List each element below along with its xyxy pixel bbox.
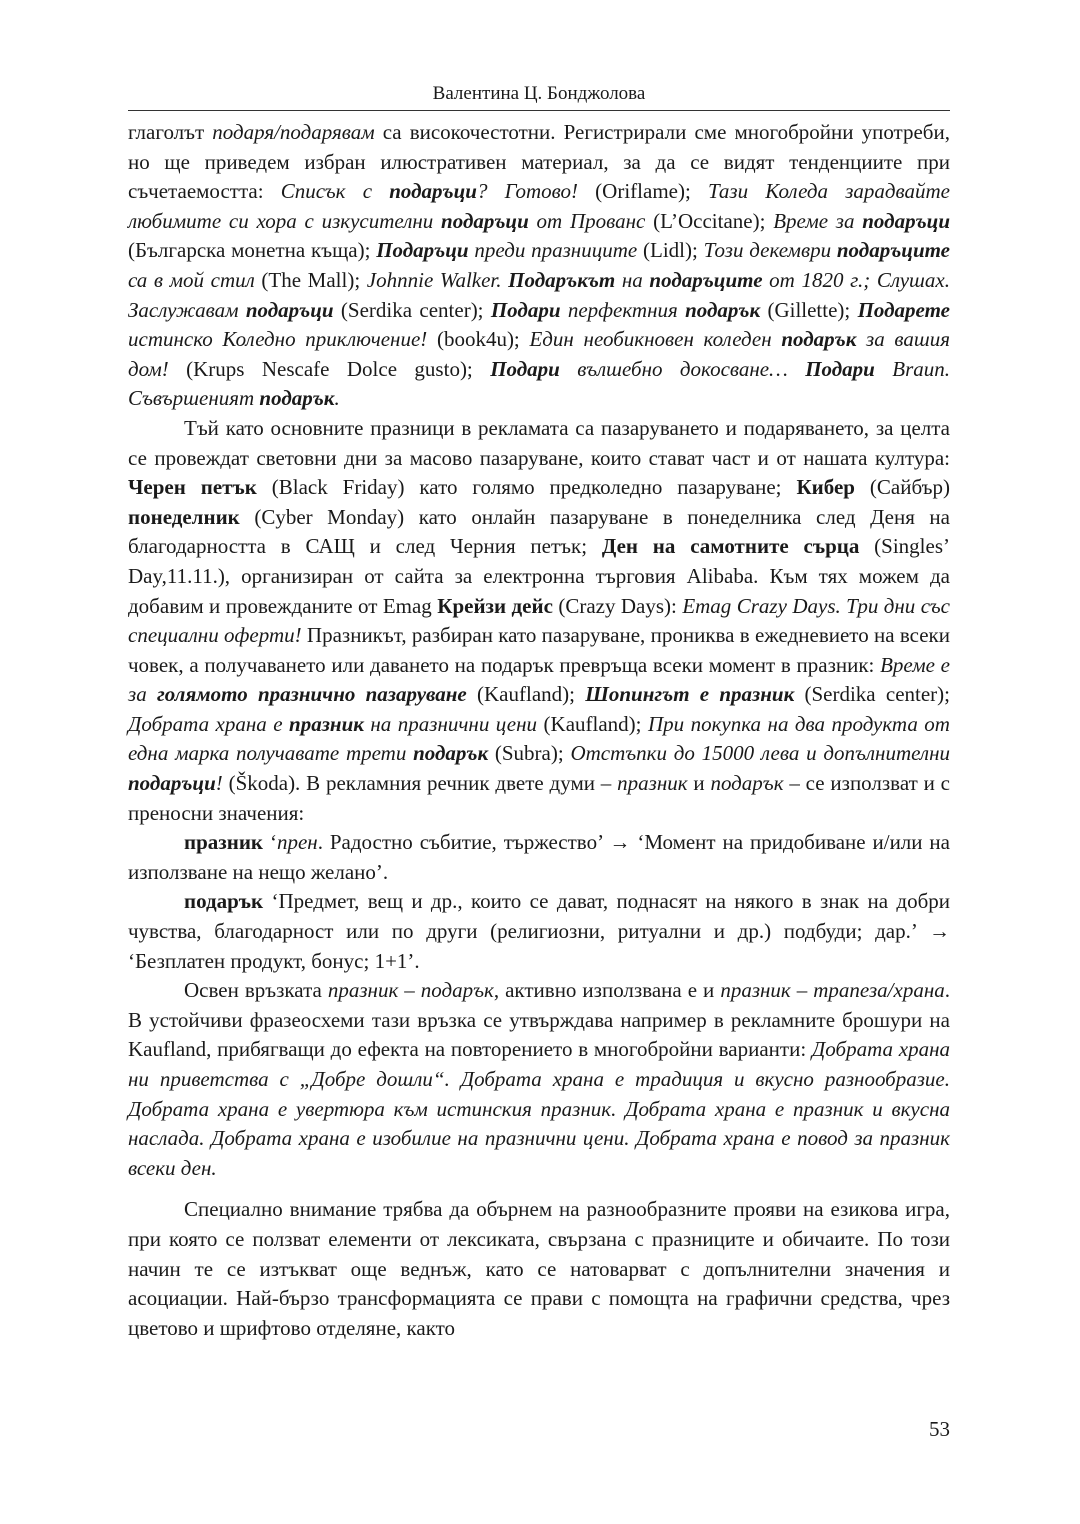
text-run: подарък [259,386,335,411]
text-run: празник [617,771,688,796]
text-run: – се използват и с преносни значения: [128,771,950,825]
text-run: празник – подарък [327,978,494,1003]
text-run: (Crazy Days): [552,593,683,618]
body-text [128,118,950,1343]
text-run: . Радостно събитие, тържество’ → ‘Момент на придобиване и/или на използване на нещо желано’. [128,830,950,884]
text-run: Подаръци [376,238,469,263]
text-run: Един необикновен коледен [529,327,782,352]
text-run: Освен връзката [184,978,328,1003]
text-run: (Lidl); [637,238,704,263]
text-run: голямото празнично пазаруване [156,682,467,707]
text-run: (Serdika center); [794,682,950,707]
text-run: прен [276,830,318,855]
text-run: празник [184,830,264,855]
text-run: (L’Occitane); [645,208,774,233]
text-run: подаръци [128,771,216,796]
text-run: Добрата храна ни приветства с „Добре дошли“. Добрата храна е традиция и вкусно разнообразие. Добрата храна е увертюра към истинския празник. Добрата храна е празник и вкусна наслада. Добрата храна е изобилие на празнични цени. Добрата храна е повод за празник всеки ден. [128,1037,950,1180]
text-run: ! [215,771,223,796]
text-run: истинско Коледно приключение! [128,327,428,352]
paragraph-1 [128,118,950,414]
text-run: Тъй като основните празници в рекламата са пазаруването и подаряването, за целта се провеждат световни дни за масово пазаруване, които стават част и от нашата култура: [128,415,950,470]
text-run: понеделник [128,504,240,529]
text-run: подарък [184,889,264,914]
text-run: (Българска монетна къща); [128,238,377,263]
text-run: са високочестотни. Регистрирали сме многобройни употреби, но ще приведем избран илюстративен материал, за да се видят тенденциите при съчетаемостта: [128,120,950,204]
text-run: Отстъпки до 15000 лева и допълнителни [570,741,950,766]
text-run: подаръци [862,208,950,233]
text-run: (book4u); [427,327,530,352]
text-run: (Kaufland); [466,682,586,707]
text-run: (Cyber Monday) като онлайн пазаруване в понеделника след Деня на благодарността в САЩ и след Черния петък; [128,504,950,559]
text-run: ‘ [263,830,277,855]
text-run: Johnnie Walker. [366,267,509,292]
text-run: подаря/подарявам [212,120,375,144]
text-run: Подари [490,356,560,381]
text-run: от Прованс [528,208,646,233]
text-run: Тази Коледа зарадвайте любимите си хора с изкусителни [128,179,950,233]
text-run: (Škoda). В рекламния речник двете думи – [222,771,618,796]
text-run: Черен петък [128,475,257,500]
text-run: ‘Предмет, вещ и др., които се дават, поднасят на някого в знак на добри чувства, благодарност или по други (религиозни, ритуални и др.) подбуди; дар.’ → ‘Безплатен продукт, бонус; 1+1’. [128,889,950,973]
paragraph-definition-praznik [128,828,950,887]
text-run: Подарете [857,297,950,322]
text-run: Добрата храна е [128,711,290,736]
text-run: на празнични цени [363,711,538,736]
text-run: подаръци [389,179,477,204]
text-run: подаръци [245,297,334,322]
text-run: (Black Friday) като голямо предколедно пазаруване; [256,475,797,500]
text-run: за вашия дом! [128,327,951,381]
header-rule [128,110,950,111]
text-run: (Kaufland); [537,711,648,736]
paragraph-3 [128,976,950,1183]
text-run: Подари [805,356,875,381]
text-run: . В устойчиви фразеосхеми тази връзка се утвърждава например в рекламните брошури на Kaufland, прибягващи до ефекта на повторението в многобройни варианти: [128,978,950,1062]
paragraph-4 [128,1195,950,1343]
text-run: Кибер [796,475,855,500]
text-run: Време за [773,208,863,233]
text-run: подарък [781,327,857,352]
text-run: Специално внимание трябва да обърнем на разнообразните прояви на езикова игра, при която се ползват елементи от лексиката, свързана с празниците и обичаите. По този начин те се изтъкват още веднъж, като се натоварват с допълнителни значения и асоциации. Най-бързо трансформацията се прави с помощта на графични средства, чрез цветово и шрифтово отделяне, както [128,1197,950,1340]
running-header: Валентина Ц. Бонджолова [432,83,646,104]
text-run: са в мой стил [128,267,255,292]
text-run: (Krups Nescafe Dolce gusto); [168,356,491,381]
text-run: Празникът, разбиран като пазаруване, прониква в ежедневието на всеки човек, а получаването или даването на подарък превръща всеки момент в празник: [128,623,950,677]
paragraph-definition-podarak [128,887,950,976]
text-run: Ден на самотните сърца [601,534,860,559]
text-run: Braun. Съвършеният [128,356,951,411]
page-number: 53 [929,1417,950,1441]
text-run: подарък [685,297,761,322]
text-run: Време е за [128,652,950,707]
text-run: празник [289,711,364,736]
text-run: от 1820 г.; Слушах. Заслужавам [128,267,950,322]
text-run: . [334,386,340,411]
text-run: Emag Crazy Days. Три дни със специални оферти! [128,593,950,648]
text-run: При покупка на два продукта от една марка получавате трети [128,711,950,766]
text-run: Подаръкът [508,267,616,292]
text-run: подаръците [836,238,950,263]
text-run: ? Готово! [476,179,578,204]
text-run: и [687,771,711,796]
text-run: (Subra); [488,741,571,766]
text-run: глаголът [128,120,213,144]
text-run: подарък [413,741,489,766]
text-run: (Oriflame); [578,179,708,204]
text-run: (Serdika center); [333,297,491,322]
text-run: (Singles’ Day,11.11.), организиран от сайта за електронна търговия Alibaba. Към тях можем да добавим и провежданите от Emag [128,534,950,618]
text-run: (Сайбър) [855,475,950,500]
text-run: празник – трапеза/храна [720,978,945,1003]
text-run: Този декември [703,238,837,263]
text-run: на [615,267,650,292]
text-run: (Gillette); [760,297,858,322]
text-run: , активно използвана е и [493,978,721,1003]
text-run: (The Mall); [254,267,367,292]
text-run: подарък [710,771,784,796]
text-run: перфектния [560,297,686,322]
text-run: Списък с [280,179,390,204]
text-run: преди празниците [468,238,638,263]
text-run: подаръците [649,267,763,292]
paragraph-2 [128,414,950,828]
text-run: Крейзи дейс [437,593,553,618]
text-run: подаръци [441,208,529,233]
text-run: Подари [490,297,561,322]
text-run: Шопингът е празник [585,682,795,707]
text-run: вълшебно докосване… [559,356,806,381]
